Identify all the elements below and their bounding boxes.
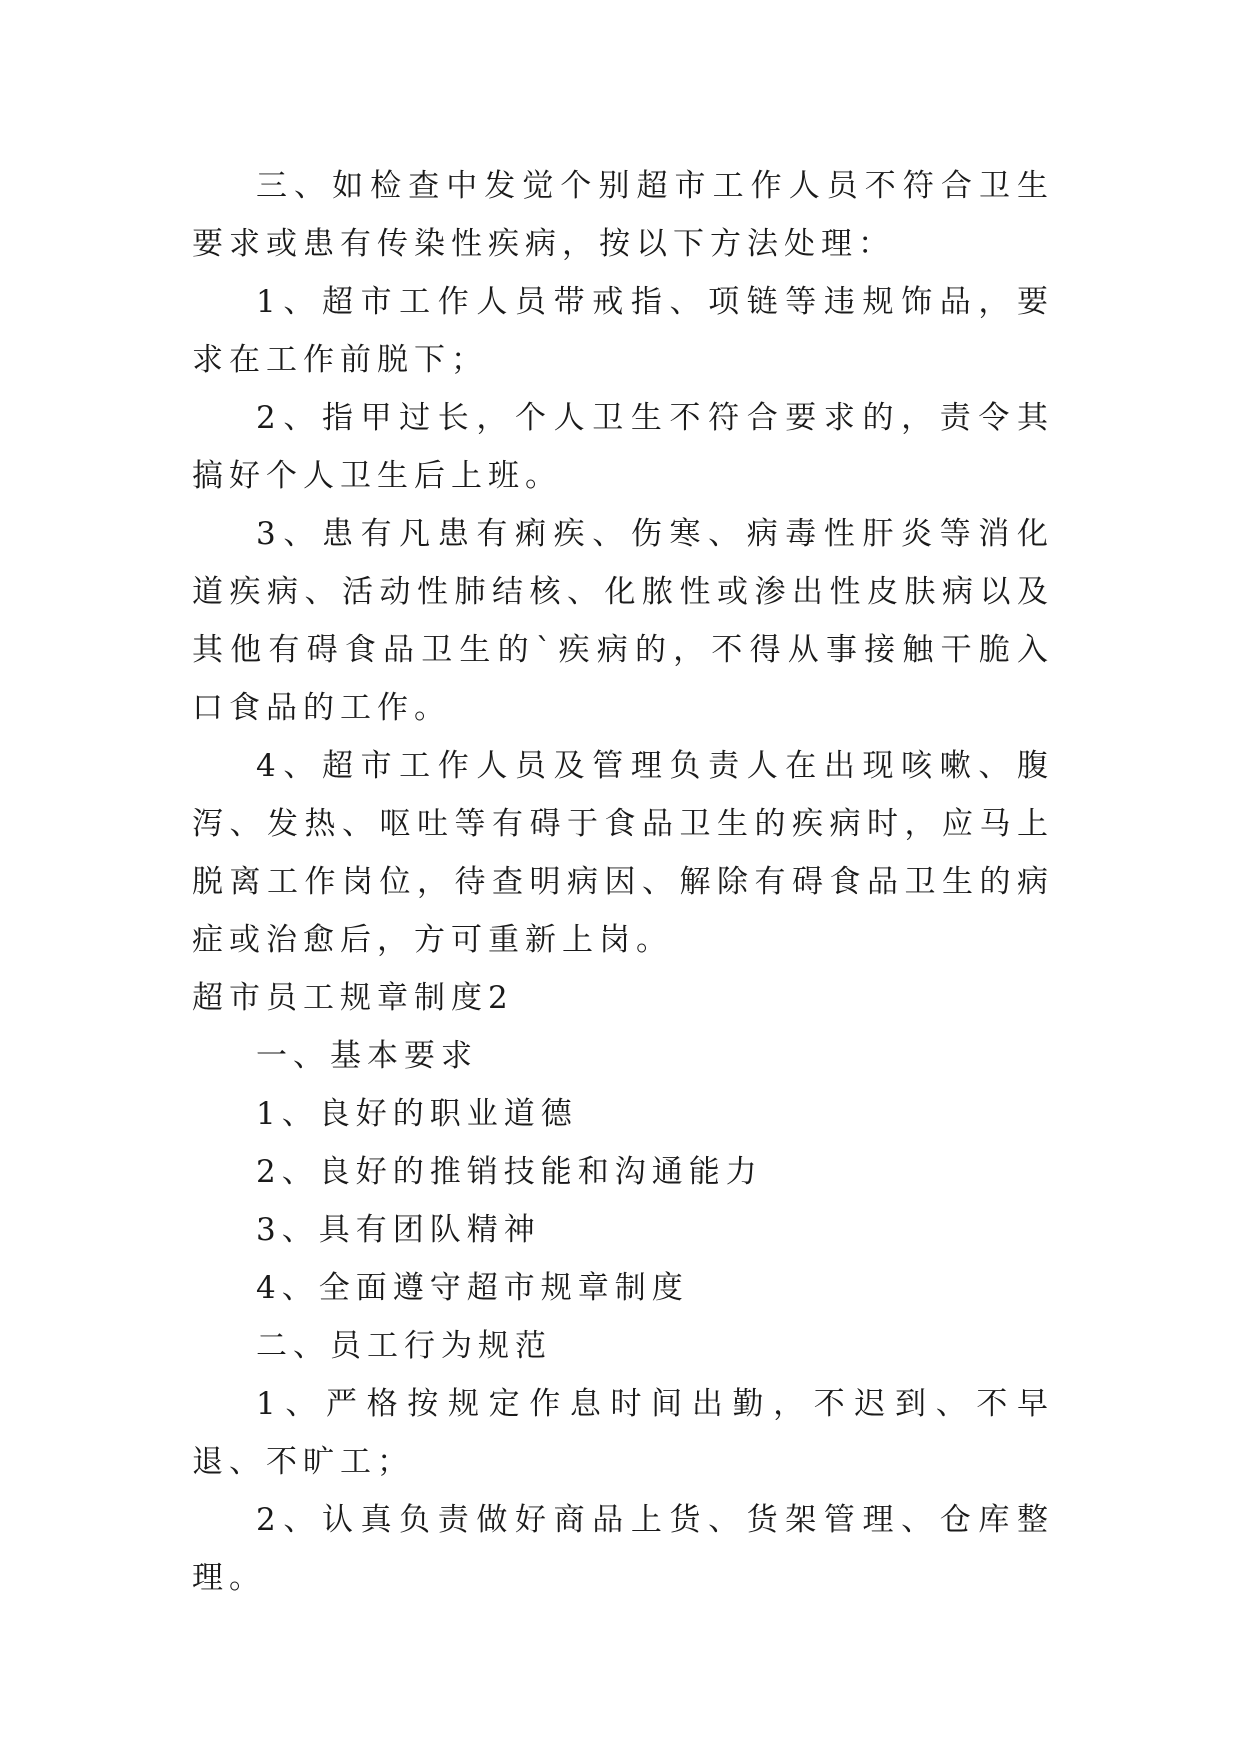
list-item-skills: 2、良好的推销技能和沟通能力 (256, 1154, 763, 1190)
paragraph-item-3: 三、如检查中发觉个别超市工作人员不符合卫生要求或患有传染性疾病，按以下方法处理： (192, 168, 1054, 262)
paragraph-rule-1: 1、超市工作人员带戒指、项链等违规饰品，要求在工作前脱下； (192, 284, 1054, 378)
paragraph-rule-4: 4、超市工作人员及管理负责人在出现咳嗽、腹泻、发热、呕吐等有碍于食品卫生的疾病时，应马上脱离工作岗位，待查明病因、解除有碍食品卫生的病症或治愈后，方可重新上岗。 (192, 748, 1054, 958)
section-hygiene-rules (192, 157, 1054, 969)
list-item-compliance: 4、全面遵守超市规章制度 (256, 1270, 689, 1306)
list-item-teamwork: 3、具有团队精神 (256, 1212, 541, 1248)
section-staff-regulations (192, 969, 1054, 1607)
section-title: 超市员工规章制度2 (192, 980, 514, 1016)
heading-behavior-norms: 二、员工行为规范 (256, 1328, 552, 1364)
paragraph-rule-3: 3、患有凡患有痢疾、伤寒、病毒性肝炎等消化道疾病、活动性肺结核、化脓性或渗出性皮肤病以及其他有碍食品卫生的`疾病的，不得从事接触干脆入口食品的工作。 (192, 516, 1054, 726)
paragraph-rule-2: 2、指甲过长，个人卫生不符合要求的，责令其搞好个人卫生后上班。 (192, 400, 1054, 494)
heading-basic-requirements: 一、基本要求 (256, 1038, 478, 1074)
list-item-attendance: 1、严格按规定作息时间出勤，不迟到、不早退、不旷工； (192, 1386, 1054, 1480)
list-item-ethics: 1、良好的职业道德 (256, 1096, 578, 1132)
list-item-shelving: 2、认真负责做好商品上货、货架管理、仓库整理。 (192, 1502, 1054, 1596)
